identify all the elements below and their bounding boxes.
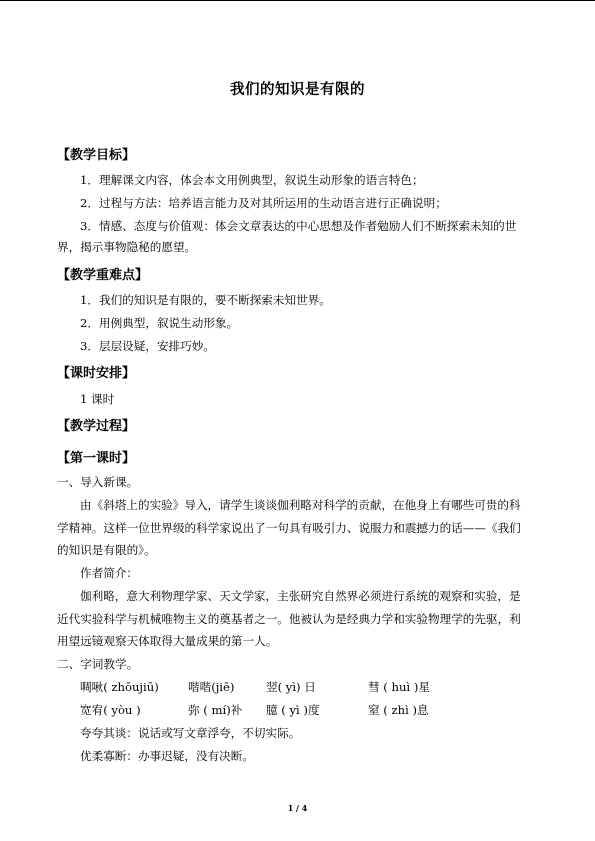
- intro-paragraph-line: 由《斜塔上的实验》导入，请学生谈谈伽利略对科学的贡献，在他身上有哪些可贵的科: [80, 498, 521, 512]
- intro-paragraph-line: 学精神。这样一位世界级的科学家说出了一句具有吸引力、说服力和震撼力的话——《我们: [57, 521, 521, 535]
- schedule-text: 1 课时: [80, 392, 115, 406]
- vocab-item: 啁啾( zhōujiū): [80, 680, 159, 694]
- vocab-item: 宽宥( yòu ): [80, 703, 141, 717]
- vocab-item: 弥 ( mí)补: [188, 703, 243, 717]
- key-point-line: 1．我们的知识是有限的，要不断探索未知世界。: [80, 293, 331, 307]
- author-paragraph-line: 近代实验科学与机械唯物主义的奠基者之一。他被认为是经典力学和实验物理学的先驱，利: [57, 612, 521, 626]
- objective-line: 3．情感、态度与价值观：体会文章表达的中心思想及作者勉励人们不断探索未知的世: [80, 219, 517, 233]
- page-number: 1 / 4: [287, 803, 308, 813]
- heading-objectives: 【教学目标】: [57, 148, 136, 163]
- vocab-item: 臆 ( yì )度: [266, 703, 320, 717]
- vocab-definition: 优柔寡断：办事迟疑，没有决断。: [80, 749, 254, 763]
- section-heading-vocab: 二、字词教学。: [57, 657, 139, 671]
- heading-process: 【教学过程】: [57, 419, 136, 434]
- heading-first-lesson: 【第一课时】: [57, 451, 136, 466]
- vocab-item: 彗 ( huì )星: [368, 680, 430, 694]
- author-paragraph-line: 伽利略，意大利物理学家、天文学家，主张研究自然界必须进行系统的观察和实验，是: [80, 589, 521, 603]
- section-heading-intro: 一、导入新课。: [57, 475, 139, 489]
- intro-paragraph-line: 的知识是有限的》。: [57, 543, 156, 557]
- vocab-definition: 夸夸其谈：说话或写文章浮夸，不切实际。: [80, 726, 301, 740]
- objective-line: 2．过程与方法：培养语言能力及对其所运用的生动语言进行正确说明；: [80, 196, 447, 210]
- vocab-item: 窒 ( zhì )息: [368, 703, 429, 717]
- objective-line: 界，揭示事物隐秘的愿望。: [57, 240, 197, 254]
- page-title: 我们的知识是有限的: [230, 82, 365, 98]
- vocab-item: 喈喈(jiē): [188, 680, 235, 694]
- vocab-item: 翌( yì) 日: [266, 680, 316, 694]
- key-point-line: 2．用例典型，叙说生动形象。: [80, 316, 239, 330]
- objective-line: 1．理解课文内容，体会本文用例典型，叙说生动形象的语言特色；: [80, 173, 424, 187]
- heading-schedule: 【课时安排】: [57, 366, 136, 381]
- author-label: 作者简介：: [80, 566, 138, 580]
- author-paragraph-line: 用望远镜观察天体取得大量成果的第一人。: [57, 634, 278, 648]
- key-point-line: 3．层层设疑，安排巧妙。: [80, 339, 215, 353]
- top-border-line: [0, 0, 595, 1]
- heading-key-points: 【教学重难点】: [57, 268, 149, 283]
